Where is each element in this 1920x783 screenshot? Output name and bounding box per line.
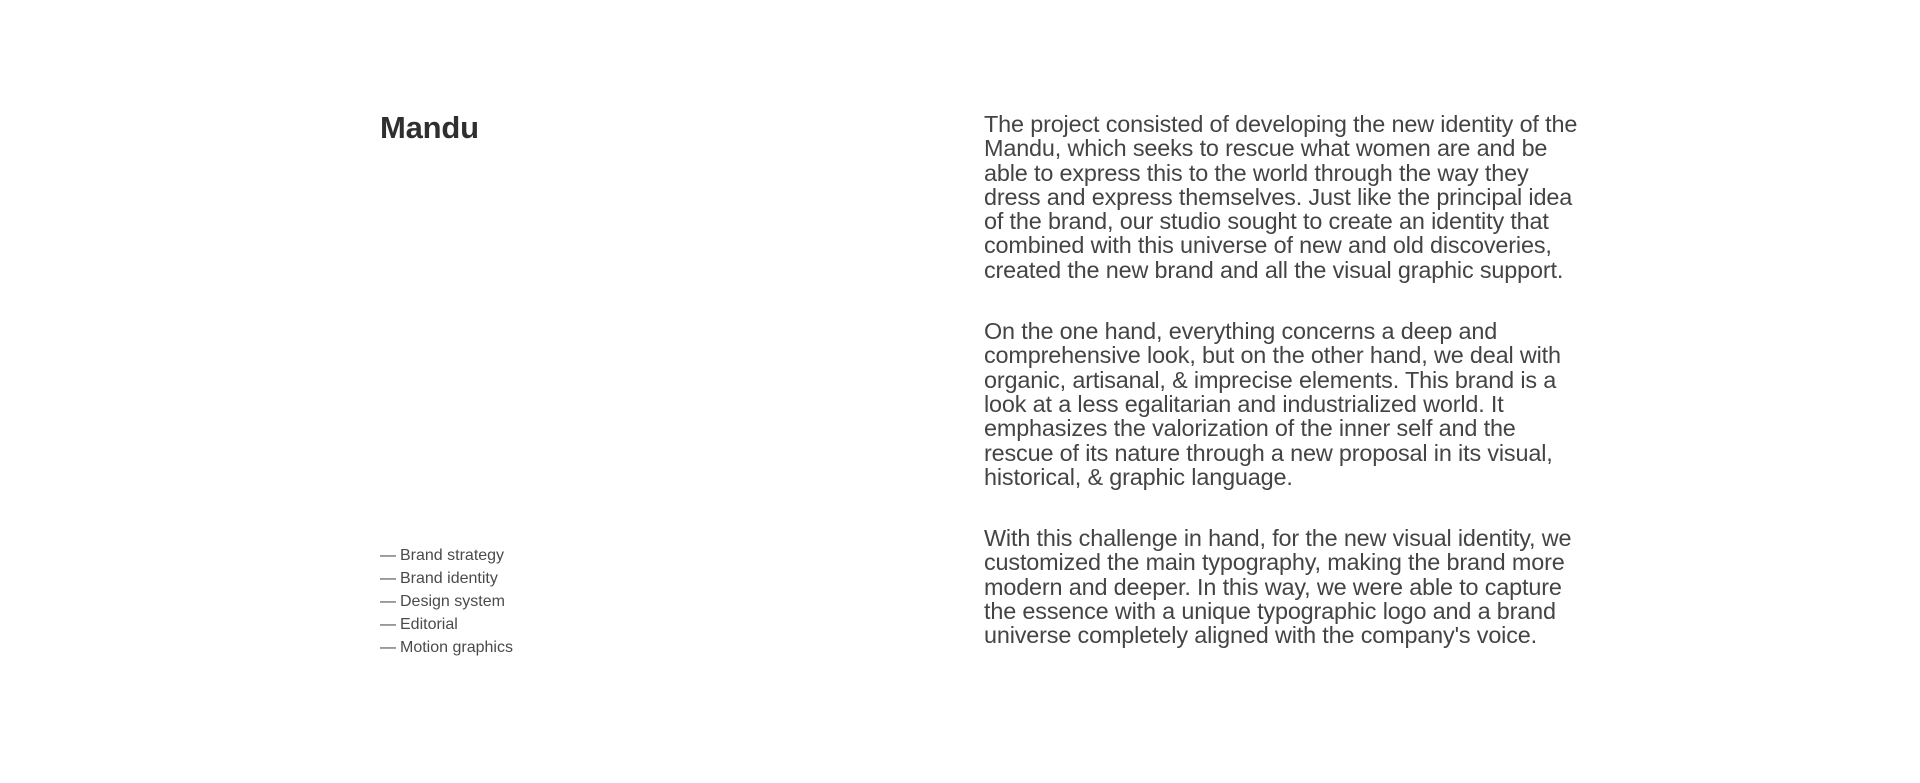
- service-item-brand-strategy: [380, 544, 513, 567]
- service-label: Brand strategy: [400, 547, 505, 564]
- description-paragraph: On the one hand, everything concerns a deep and comprehensive look, but on the other hand, we deal with organic, artisanal, & imprecise elements. This brand is a look at a less egalitarian and industrialized world. It emphasizes the valorization of the inner self and the rescue of its nature through a new proposal in its visual, historical, & graphic language.: [984, 318, 1561, 490]
- service-label: Motion graphics: [400, 639, 513, 656]
- project-info: [380, 110, 880, 670]
- service-item-design-system: [380, 590, 513, 613]
- description-paragraph: The project consisted of developing the new identity of the Mandu, which seeks to rescue what women are and be able to express this to the world through the way they dress and express themselves. Just like the principal idea of the brand, our studio sought to create an identity that combined with this universe of new and old discoveries, created the new brand and all the visual graphic support.: [984, 111, 1578, 283]
- dash-glyph: —: [380, 639, 396, 656]
- description-paragraph: With this challenge in hand, for the new visual identity, we customized the main typography, making the brand more modern and deeper. In this way, we were able to capture the essence with a unique typographic logo and a brand universe completely aligned with the company's voice.: [984, 525, 1572, 649]
- services-list: [380, 544, 513, 659]
- service-item-brand-identity: [380, 567, 513, 590]
- project-title: Mandu: [380, 110, 479, 145]
- dash-glyph: —: [380, 616, 396, 633]
- service-label: Design system: [400, 593, 505, 610]
- service-label: Editorial: [400, 616, 458, 633]
- dash-glyph: —: [380, 593, 396, 610]
- dash-glyph: —: [380, 570, 396, 587]
- project-description: [984, 112, 1590, 648]
- service-item-motion-graphics: [380, 636, 513, 659]
- service-label: Brand identity: [400, 570, 498, 587]
- dash-glyph: —: [380, 547, 396, 564]
- service-item-editorial: [380, 613, 513, 636]
